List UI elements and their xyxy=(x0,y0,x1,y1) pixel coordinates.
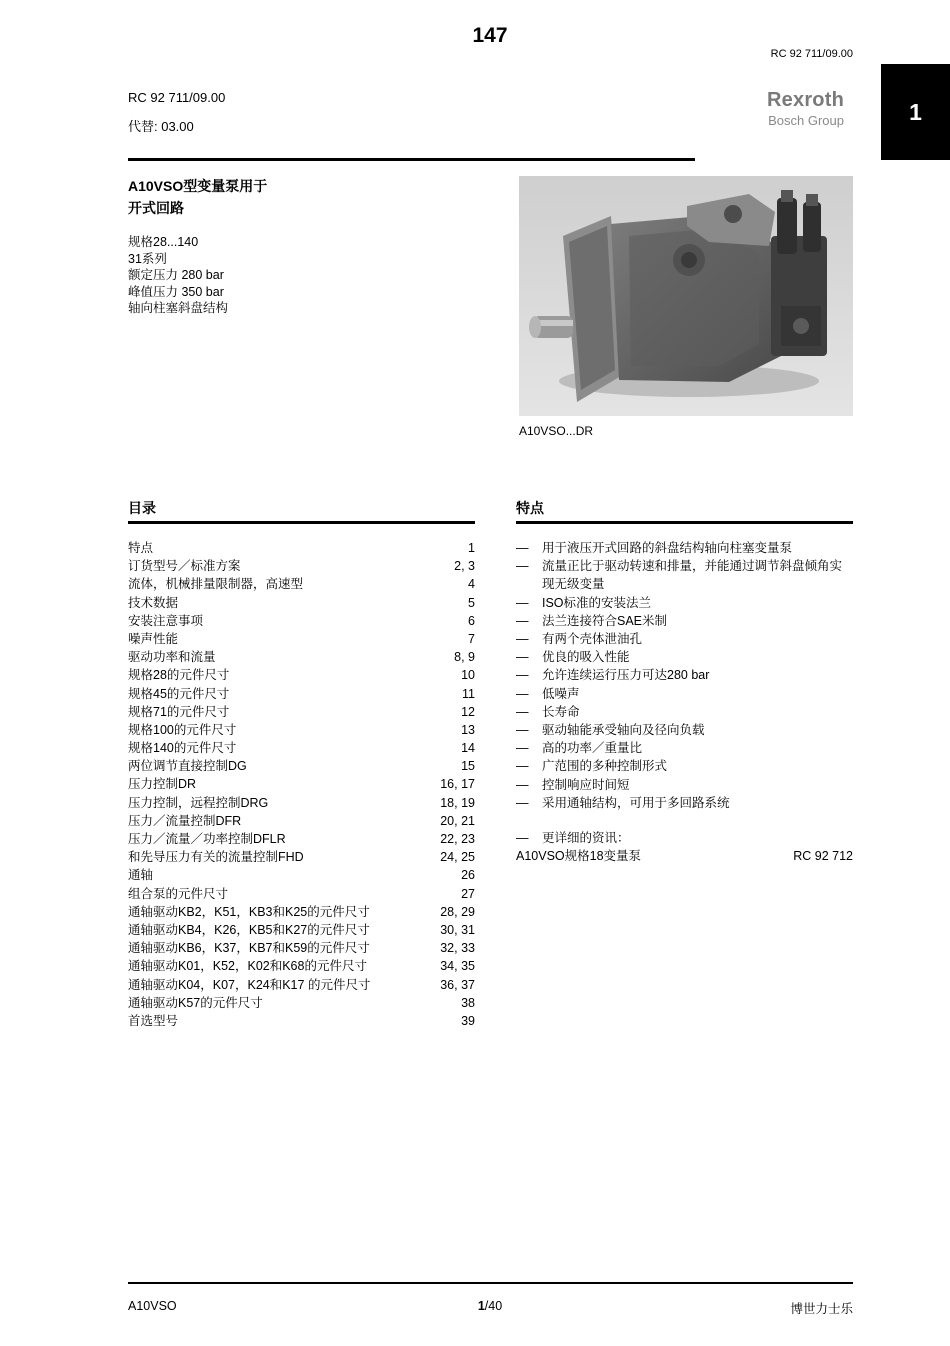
feature-dash: — xyxy=(516,686,529,701)
toc-entry-page: 10 xyxy=(461,668,475,683)
feature-text: 高的功率／重量比 xyxy=(542,741,643,756)
feature-dash: — xyxy=(516,613,529,628)
feature-item xyxy=(516,757,853,775)
feature-item xyxy=(516,685,853,703)
footer-page-current: 1 xyxy=(477,1299,485,1313)
feature-item xyxy=(516,794,853,812)
feature-text: 优良的吸入性能 xyxy=(542,650,630,665)
toc-entry-page: 22, 23 xyxy=(440,832,475,846)
feature-text: ISO标准的安装法兰 xyxy=(542,595,652,610)
toc-entry[interactable] xyxy=(128,939,475,957)
feature-item xyxy=(516,557,853,593)
feature-dash: — xyxy=(516,777,529,792)
toc-entry[interactable] xyxy=(128,957,475,975)
feature-item xyxy=(516,630,853,648)
toc-entry[interactable] xyxy=(128,775,475,793)
feature-dash: — xyxy=(516,704,529,719)
toc-entry[interactable] xyxy=(128,685,475,703)
feature-text: 广范围的多种控制形式 xyxy=(542,759,668,774)
photo-caption: A10VSO...DR xyxy=(519,424,594,438)
feature-dash: — xyxy=(516,741,529,756)
toc-entry[interactable] xyxy=(128,630,475,648)
spec-summary xyxy=(128,234,228,317)
toc-entry-label: 通轴驱动K04，K07，K24和K17 的元件尺寸 xyxy=(128,977,371,992)
toc-entry[interactable] xyxy=(128,994,475,1012)
toc-entry[interactable] xyxy=(128,539,475,557)
footer-page-total: /40 xyxy=(484,1299,503,1313)
toc-entry-page: 36, 37 xyxy=(440,977,475,992)
features-heading: 特点 xyxy=(516,500,544,516)
feature-text: 长寿命 xyxy=(542,704,580,719)
toc-entry-page: 24, 25 xyxy=(440,850,475,865)
toc-entry[interactable] xyxy=(128,594,475,612)
page-number: 147 xyxy=(472,24,508,47)
feature-dash: — xyxy=(516,559,529,574)
feature-dash: — xyxy=(516,632,529,647)
toc-entry-page: 5 xyxy=(468,595,475,610)
toc-entry-label: 安装注意事项 xyxy=(128,613,204,628)
brand-logo-name: Rexroth xyxy=(767,89,844,111)
toc-entry-label: 噪声性能 xyxy=(128,631,179,646)
toc-entry[interactable] xyxy=(128,1012,475,1030)
feature-item xyxy=(516,739,853,757)
toc-entry-label: 驱动功率和流量 xyxy=(128,650,216,665)
toc-entry-page: 16, 17 xyxy=(440,777,475,792)
toc-heading: 目录 xyxy=(128,500,156,516)
toc-entry-label: 规格45的元件尺寸 xyxy=(128,686,230,701)
toc-entry-page: 6 xyxy=(468,613,475,628)
toc-entry[interactable] xyxy=(128,557,475,575)
spec-line: 额定压力 280 bar xyxy=(128,268,224,282)
feature-dash: — xyxy=(516,831,529,845)
feature-text: 法兰连接符合SAE米制 xyxy=(542,613,668,628)
document-reference: RC 92 711/09.00 xyxy=(128,90,226,105)
toc-entry-label: 压力控制DR xyxy=(128,777,197,792)
toc-entry-label: 特点 xyxy=(128,541,154,555)
toc-entry-page: 27 xyxy=(461,886,475,901)
toc-entry-page: 20, 21 xyxy=(440,813,475,828)
toc-entry-label: 规格140的元件尺寸 xyxy=(128,741,237,756)
feature-item xyxy=(516,594,853,612)
toc-entry-label: 规格71的元件尺寸 xyxy=(128,704,230,719)
feature-dash: — xyxy=(516,595,529,610)
more-info-label: 更详细的资讯： xyxy=(542,831,630,845)
more-info-item: A10VSO规格18变量泵 xyxy=(516,849,642,864)
feature-text: 允许连续运行压力可达280 bar xyxy=(542,668,710,683)
toc-entry-label: 首选型号 xyxy=(128,1013,179,1028)
feature-dash: — xyxy=(516,541,529,555)
spec-line: 轴向柱塞斜盘结构 xyxy=(128,301,229,315)
toc-entry-page: 18, 19 xyxy=(440,795,475,810)
header-rule xyxy=(128,158,695,161)
more-info-reference[interactable] xyxy=(516,847,853,865)
feature-dash: — xyxy=(516,723,529,738)
toc-entry[interactable] xyxy=(128,794,475,812)
top-document-reference: RC 92 711/09.00 xyxy=(770,48,853,60)
toc-entry-label: 通轴驱动K01，K52，K02和K68的元件尺寸 xyxy=(128,959,367,974)
toc-entry-page: 12 xyxy=(461,704,475,719)
toc-entry-label: 两位调节直接控制DG xyxy=(128,759,247,774)
feature-item xyxy=(516,776,853,794)
toc-entry-page: 39 xyxy=(461,1013,475,1028)
toc-entry-page: 34, 35 xyxy=(440,959,475,974)
features-list xyxy=(516,539,853,812)
toc-entry-label: 规格100的元件尺寸 xyxy=(128,722,237,737)
feature-item xyxy=(516,648,853,666)
more-info-label-row xyxy=(516,829,853,847)
feature-text: 控制响应时间短 xyxy=(542,777,630,792)
feature-item xyxy=(516,666,853,684)
toc-entry-label: 规格28的元件尺寸 xyxy=(128,668,230,683)
footer-company: 博世力士乐 xyxy=(790,1302,853,1316)
feature-item xyxy=(516,539,853,557)
toc-entry-label: 技术数据 xyxy=(128,595,179,610)
toc-entry-page: 14 xyxy=(461,741,475,756)
feature-item xyxy=(516,612,853,630)
spec-line: 规格28...140 xyxy=(128,235,199,249)
more-info xyxy=(516,829,853,865)
toc-entry-label: 通轴驱动KB6，K37，KB7和K59的元件尺寸 xyxy=(128,941,370,956)
toc-entry-label: 通轴驱动KB2，K51，KB3和K25的元件尺寸 xyxy=(128,904,370,919)
toc-entry-label: 压力／流量控制DFR xyxy=(128,813,242,828)
document-title xyxy=(128,175,267,219)
toc-entry[interactable] xyxy=(128,648,475,666)
toc-entry-label: 流体，机械排量限制器，高速型 xyxy=(128,577,304,592)
toc-entry[interactable] xyxy=(128,921,475,939)
footer-product: A10VSO xyxy=(128,1299,177,1313)
pump-photo xyxy=(519,176,853,416)
toc-entry-label: 通轴驱动KB4，K26，KB5和K27的元件尺寸 xyxy=(128,922,370,937)
spec-line: 31系列 xyxy=(128,251,167,266)
toc-entry-label: 组合泵的元件尺寸 xyxy=(128,886,229,901)
title-line-2: 开式回路 xyxy=(128,200,184,216)
feature-item xyxy=(516,721,853,739)
toc-entry-page: 38 xyxy=(461,995,475,1010)
toc-entry[interactable] xyxy=(128,612,475,630)
toc-entry-label: 通轴 xyxy=(128,868,154,883)
toc-entry[interactable] xyxy=(128,903,475,921)
feature-dash: — xyxy=(516,668,529,683)
toc-entry-page: 26 xyxy=(461,868,475,883)
toc-entry-label: 订货型号／标准方案 xyxy=(128,559,241,574)
feature-text: 有两个壳体泄油孔 xyxy=(542,632,643,647)
toc-entry-page: 30, 31 xyxy=(440,922,475,937)
toc-entry-label: 压力／流量／功率控制DFLR xyxy=(128,832,286,846)
toc-rule xyxy=(128,521,475,524)
toc-entry-page: 1 xyxy=(468,541,475,555)
toc-entry-page: 8, 9 xyxy=(454,650,475,665)
chapter-number: 1 xyxy=(909,98,922,125)
toc-entry[interactable] xyxy=(128,721,475,739)
toc-entry-page: 13 xyxy=(461,722,475,737)
feature-text: 采用通轴结构，可用于多回路系统 xyxy=(542,795,730,810)
chapter-tab xyxy=(881,64,950,160)
toc-entry-page: 4 xyxy=(468,577,475,592)
toc-entry-page: 15 xyxy=(461,759,475,774)
toc-list xyxy=(128,539,475,1030)
brand-logo-subtitle: Bosch Group xyxy=(768,113,844,128)
toc-entry-page: 11 xyxy=(462,686,475,701)
toc-entry[interactable] xyxy=(128,703,475,721)
spec-line: 峰值压力 350 bar xyxy=(128,284,224,299)
toc-entry[interactable] xyxy=(128,757,475,775)
feature-dash: — xyxy=(516,759,529,774)
feature-text: 用于液压开式回路的斜盘结构轴向柱塞变量泵 xyxy=(542,541,793,555)
toc-entry[interactable] xyxy=(128,575,475,593)
feature-dash: — xyxy=(516,795,529,810)
toc-entry[interactable] xyxy=(128,866,475,884)
toc-entry-page: 28, 29 xyxy=(440,904,475,919)
more-info-ref: RC 92 712 xyxy=(793,849,853,864)
toc-entry[interactable] xyxy=(128,885,475,903)
footer-rule xyxy=(128,1282,853,1284)
feature-text: 流量正比于驱动转速和排量，并能通过调节斜盘倾角实现无级变量 xyxy=(542,559,843,592)
feature-text: 低噪声 xyxy=(542,686,580,701)
pump-illustration xyxy=(519,176,853,416)
toc-entry-page: 2, 3 xyxy=(454,559,475,574)
toc-entry-label: 压力控制，远程控制DRG xyxy=(128,795,269,810)
feature-dash: — xyxy=(516,650,529,665)
features-rule xyxy=(516,521,853,524)
toc-entry[interactable] xyxy=(128,666,475,684)
toc-entry-page: 32, 33 xyxy=(440,941,475,956)
toc-entry-page: 7 xyxy=(468,631,475,646)
toc-entry-label: 通轴驱动K57的元件尺寸 xyxy=(128,995,263,1010)
toc-entry[interactable] xyxy=(128,739,475,757)
toc-entry[interactable] xyxy=(128,812,475,830)
supersedes-note: 代替: 03.00 xyxy=(128,119,194,134)
title-line-1: A10VSO型变量泵用于 xyxy=(128,178,268,194)
toc-entry[interactable] xyxy=(128,830,475,848)
toc-entry[interactable] xyxy=(128,848,475,866)
feature-item xyxy=(516,703,853,721)
feature-text: 驱动轴能承受轴向及径向负载 xyxy=(542,723,705,738)
toc-entry-label: 和先导压力有关的流量控制FHD xyxy=(128,850,304,865)
toc-entry[interactable] xyxy=(128,976,475,994)
